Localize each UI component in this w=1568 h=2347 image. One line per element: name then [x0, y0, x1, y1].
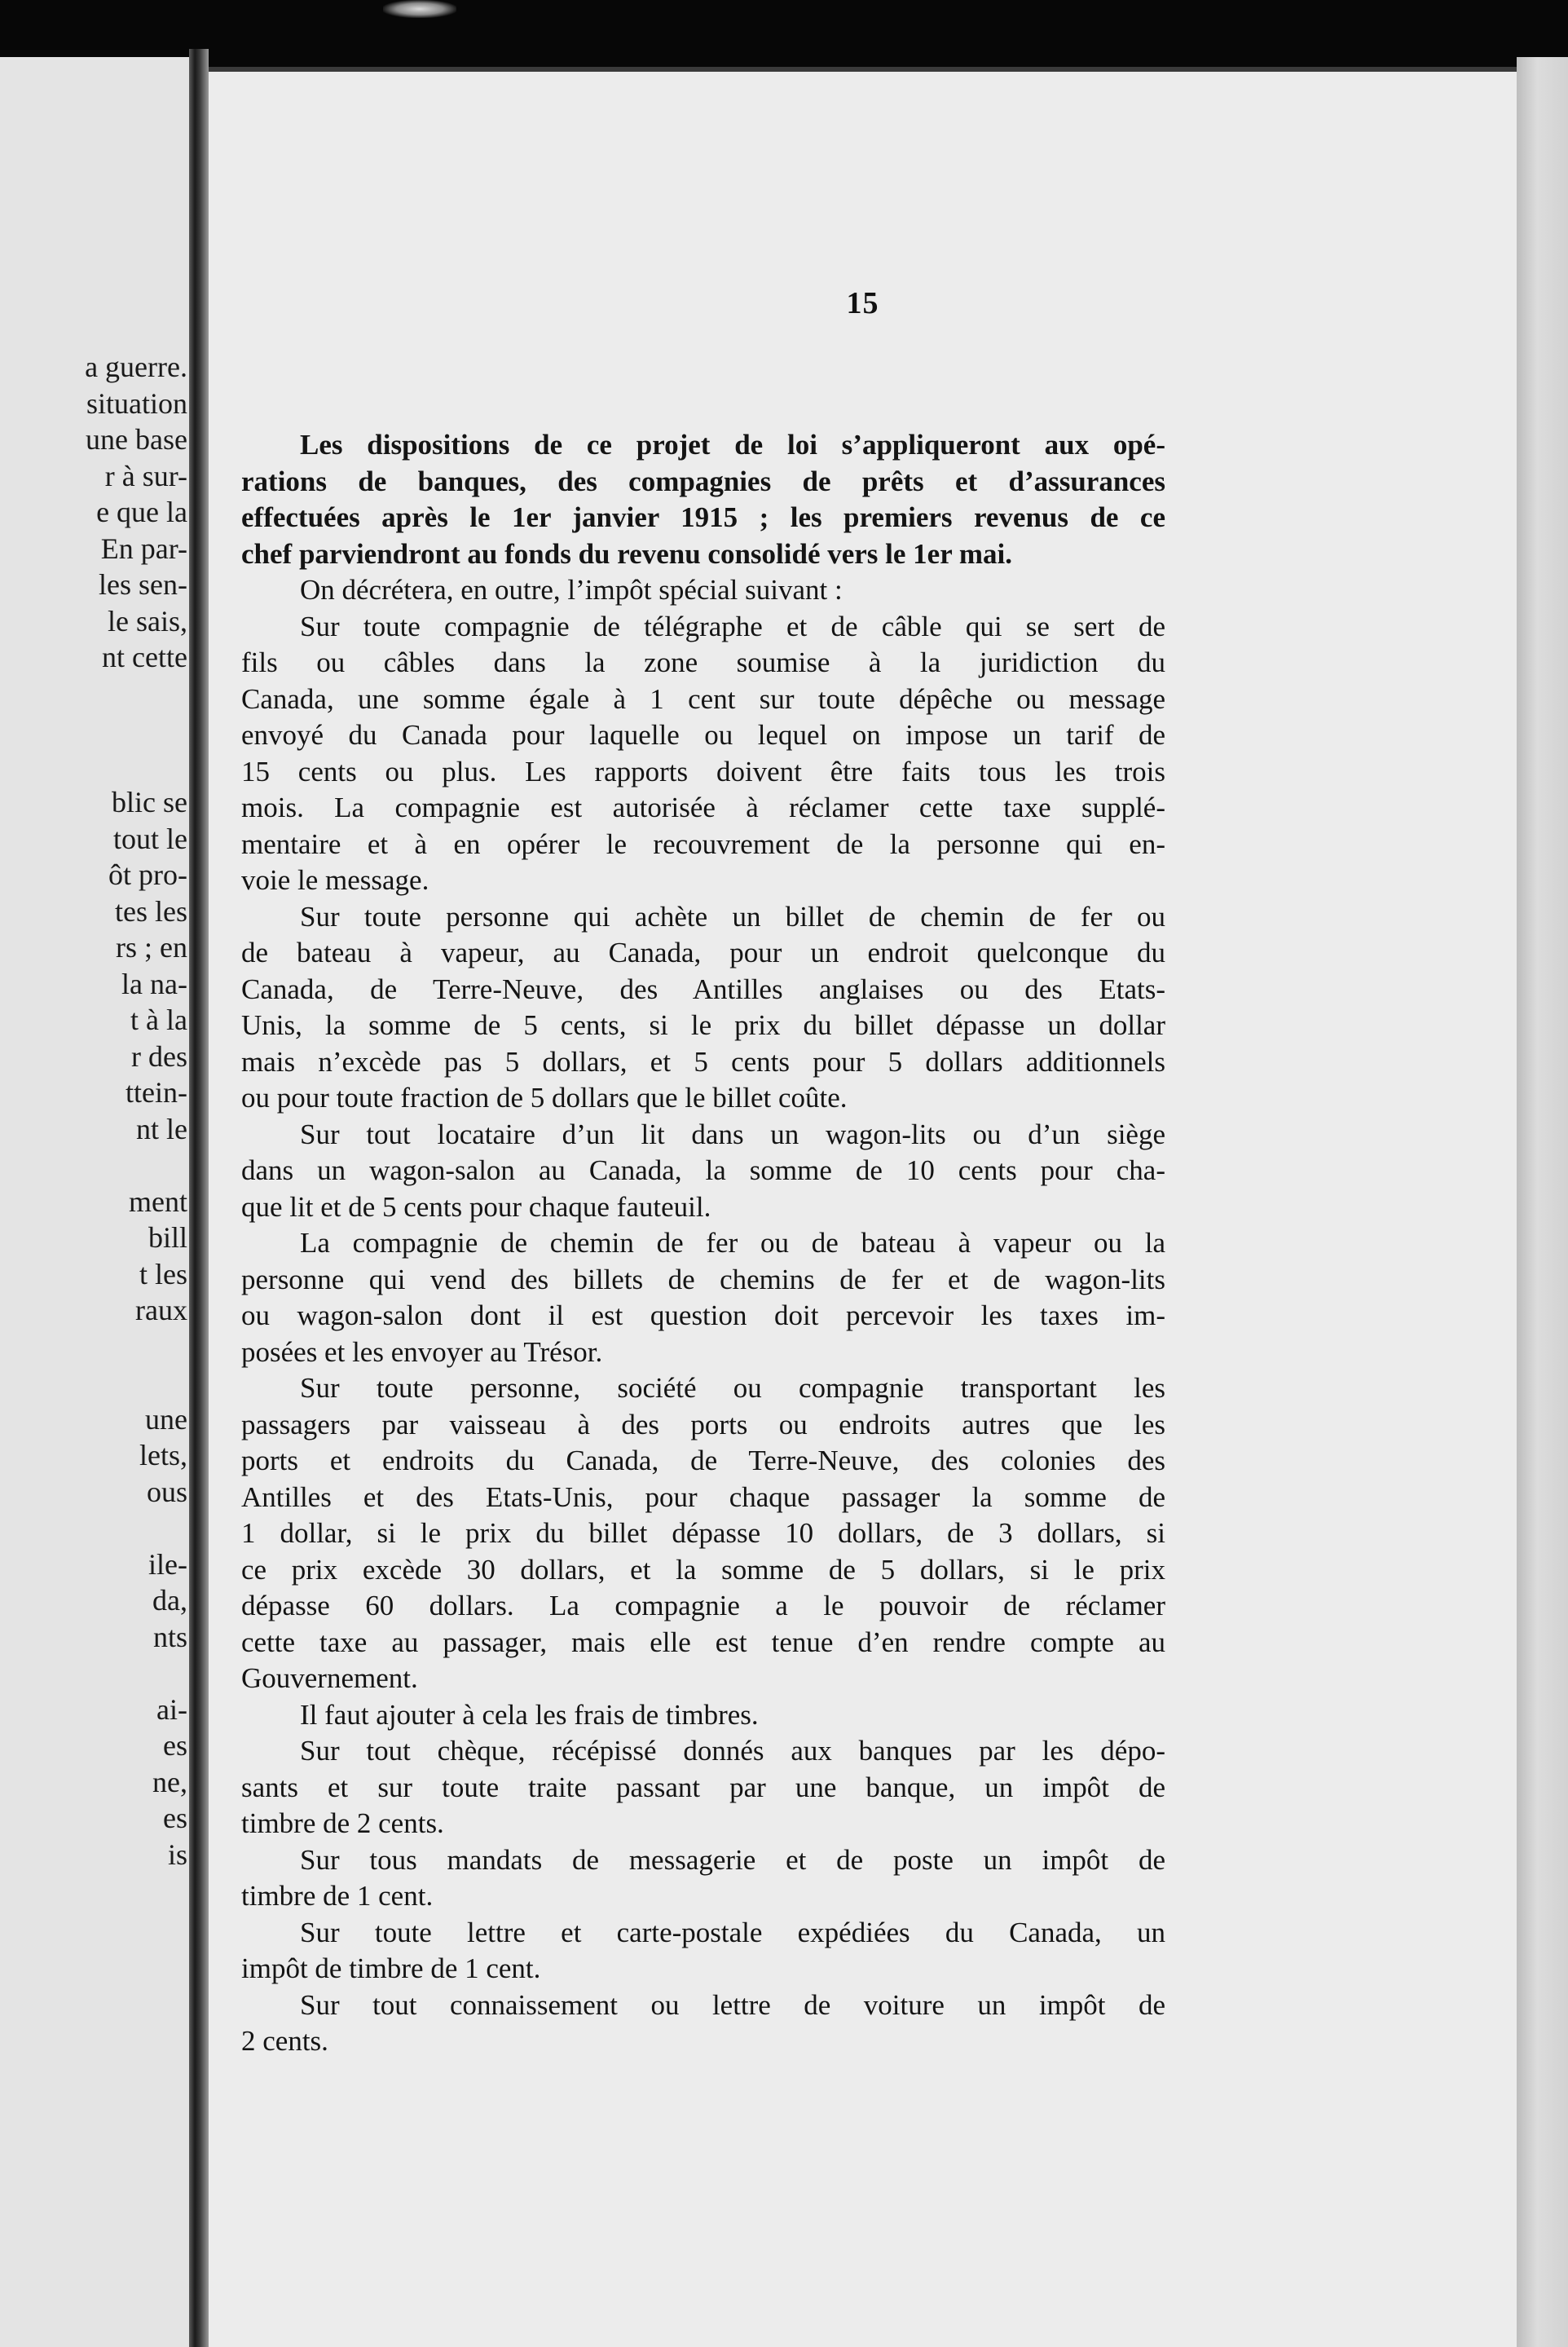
previous-page-line: da,	[152, 1584, 187, 1617]
previous-page-line: ne,	[152, 1765, 187, 1798]
previous-page-fragment	[0, 57, 189, 2347]
paragraph	[241, 1225, 1165, 1370]
previous-page-line: a guerre.	[85, 351, 187, 383]
previous-page-line: ôt pro-	[108, 858, 187, 891]
text-line: Sur tout chèque, récépissé donnés aux banques par les dépo-	[300, 1735, 1165, 1767]
previous-page-line: le sais,	[108, 604, 187, 637]
previous-page-line: ttein-	[126, 1076, 187, 1109]
text-line: La compagnie de chemin de fer ou de bateau à vapeur ou la	[300, 1227, 1165, 1259]
text-line: ports et endroits du Canada, de Terre-Neuve, des colonies des	[241, 1445, 1165, 1476]
text-line: sants et sur toute traite passant par une banque, un impôt de	[241, 1771, 1165, 1803]
text-line: dépasse 60 dollars. La compagnie a le pouvoir de réclamer	[241, 1590, 1165, 1621]
page-edge	[1517, 57, 1568, 2347]
scan-artifact	[383, 0, 456, 18]
text-line: 1 dollar, si le prix du billet dépasse 10 dollars, de 3 dollars, si	[241, 1517, 1165, 1549]
previous-page-line: ai-	[156, 1692, 187, 1726]
previous-page-line	[0, 712, 187, 748]
text-line: Sur toute compagnie de télégraphe et de câble qui se sert de	[300, 610, 1165, 642]
previous-page-line: e que la	[96, 496, 187, 528]
text-line: chef parviendront au fonds du revenu consolidé vers le 1er mai.	[241, 537, 1012, 570]
text-line: personne qui vend des billets de chemins de fer et de wagon-lits	[241, 1263, 1165, 1295]
text-line: Sur toute personne, société ou compagnie transportant les	[300, 1372, 1165, 1404]
previous-page-line: t à la	[130, 1004, 187, 1036]
previous-page-line: raux	[135, 1294, 187, 1326]
paragraph	[241, 427, 1165, 572]
previous-page-line	[0, 748, 187, 785]
previous-page-line: is	[167, 1837, 187, 1871]
text-line: passagers par vaisseau à des ports ou endroits autres que les	[241, 1408, 1165, 1440]
previous-page-line: En par-	[100, 532, 187, 565]
text-line: dans un wagon-salon au Canada, la somme de 10 cents pour cha-	[241, 1154, 1165, 1186]
previous-page-line: situation	[86, 386, 187, 420]
text-line: 15 cents ou plus. Les rapports doivent être faits tous les trois	[241, 755, 1165, 787]
text-line: Unis, la somme de 5 cents, si le prix du billet dépasse un dollar	[241, 1009, 1165, 1041]
previous-page-line: ous	[146, 1475, 187, 1508]
previous-page-line: nt le	[136, 1112, 187, 1145]
paragraph	[241, 1842, 1165, 1915]
previous-page-line	[0, 1329, 187, 1365]
text-line: posées et les envoyer au Trésor.	[241, 1335, 603, 1368]
previous-page-line: une base	[86, 423, 187, 456]
text-line: ou pour toute fraction de 5 dollars que le billet coûte.	[241, 1082, 848, 1114]
text-line: Sur tout connaissement ou lettre de voiture un impôt de	[300, 1988, 1165, 2021]
previous-page-line: ment	[129, 1185, 187, 1218]
previous-page-line: tout le	[113, 822, 187, 855]
previous-page-line: tes les	[115, 894, 187, 928]
text-line: Il faut ajouter à cela les frais de timbres.	[300, 1698, 759, 1731]
text-line: Sur toute personne qui achète un billet de chemin de fer ou	[300, 900, 1165, 933]
page	[209, 67, 1517, 2347]
text-line: Canada, une somme égale à 1 cent sur toute dépêche ou message	[241, 682, 1165, 715]
paragraph	[241, 1697, 1165, 1734]
text-line: voie le message.	[241, 864, 429, 896]
text-line: ce prix excède 30 dollars, et la somme de 5 dollars, si le prix	[241, 1553, 1165, 1586]
previous-page-line: une	[145, 1402, 187, 1436]
previous-page-line: les sen-	[99, 568, 187, 601]
previous-page-line: bill	[148, 1221, 187, 1254]
previous-page-line: nts	[152, 1620, 187, 1653]
paragraph	[241, 1370, 1165, 1697]
body-text	[241, 427, 1165, 2060]
text-line: mentaire et à en opérer le recouvrement de la personne qui en-	[241, 827, 1165, 860]
text-line: mais n’excède pas 5 dollars, et 5 cents pour 5 dollars additionnels	[241, 1045, 1165, 1078]
text-line: Sur tout locataire d’un lit dans un wagon-lits ou d’un siège	[300, 1118, 1165, 1150]
previous-page-line: es	[163, 1729, 187, 1762]
previous-page-line: es	[163, 1802, 187, 1834]
page-number: 15	[846, 286, 879, 320]
text-line: timbre de 2 cents.	[241, 1807, 444, 1839]
previous-page-line: nt cette	[102, 641, 187, 673]
text-line: mois. La compagnie est autorisée à réclamer cette taxe supplé-	[241, 792, 1165, 823]
text-line: effectuées après le 1er janvier 1915 ; les premiers revenus de ce	[241, 501, 1165, 533]
text-line: fils ou câbles dans la zone soumise à la juridiction du	[241, 646, 1165, 678]
text-line: ou wagon-salon dont il est question doit percevoir les taxes im-	[241, 1299, 1165, 1331]
paragraph	[241, 1987, 1165, 2060]
text-line: Gouvernement.	[241, 1662, 418, 1694]
text-line: de bateau à vapeur, au Canada, pour un endroit quelconque du	[241, 937, 1165, 968]
previous-page-line: r des	[131, 1039, 187, 1073]
paragraph	[241, 609, 1165, 899]
text-line: Les dispositions de ce projet de loi s’appliqueront aux opé-	[300, 429, 1165, 461]
text-line: Canada, de Terre-Neuve, des Antilles anglaises ou des Etats-	[241, 973, 1165, 1005]
text-line: impôt de timbre de 1 cent.	[241, 1952, 541, 1984]
text-line: Sur toute lettre et carte-postale expédiées du Canada, un	[300, 1916, 1165, 1948]
previous-page-line: lets,	[139, 1439, 187, 1471]
text-line: 2 cents.	[241, 2025, 328, 2057]
previous-page-line: r à sur-	[104, 459, 187, 492]
previous-page-line: la na-	[121, 967, 187, 1000]
previous-page-line: t les	[139, 1257, 187, 1290]
previous-page-line	[0, 1147, 187, 1184]
previous-page-text	[0, 349, 187, 1873]
paragraph	[241, 572, 1165, 609]
previous-page-line	[0, 1510, 187, 1546]
previous-page-line	[0, 1655, 187, 1692]
book-gutter	[189, 49, 209, 2347]
text-line: envoyé du Canada pour laquelle ou lequel on impose un tarif de	[241, 719, 1165, 751]
paragraph	[241, 1915, 1165, 1987]
paragraph	[241, 1117, 1165, 1226]
text-line: cette taxe au passager, mais elle est tenue d’en rendre compte au	[241, 1626, 1165, 1658]
previous-page-line: ile-	[148, 1547, 187, 1581]
previous-page-line: blic se	[112, 786, 187, 818]
text-line: rations de banques, des compagnies de prêts et d’assurances	[241, 465, 1165, 497]
text-line: On décrétera, en outre, l’impôt spécial suivant :	[300, 574, 843, 606]
paragraph	[241, 1733, 1165, 1842]
text-line: que lit et de 5 cents pour chaque fauteuil.	[241, 1190, 711, 1223]
text-line: Antilles et des Etats-Unis, pour chaque passager la somme de	[241, 1480, 1165, 1513]
text-line: timbre de 1 cent.	[241, 1880, 434, 1912]
text-line: Sur tous mandats de messagerie et de poste un impôt de	[300, 1843, 1165, 1876]
previous-page-line	[0, 676, 187, 712]
paragraph	[241, 899, 1165, 1117]
previous-page-line: rs ; en	[116, 931, 187, 964]
previous-page-line	[0, 1365, 187, 1401]
